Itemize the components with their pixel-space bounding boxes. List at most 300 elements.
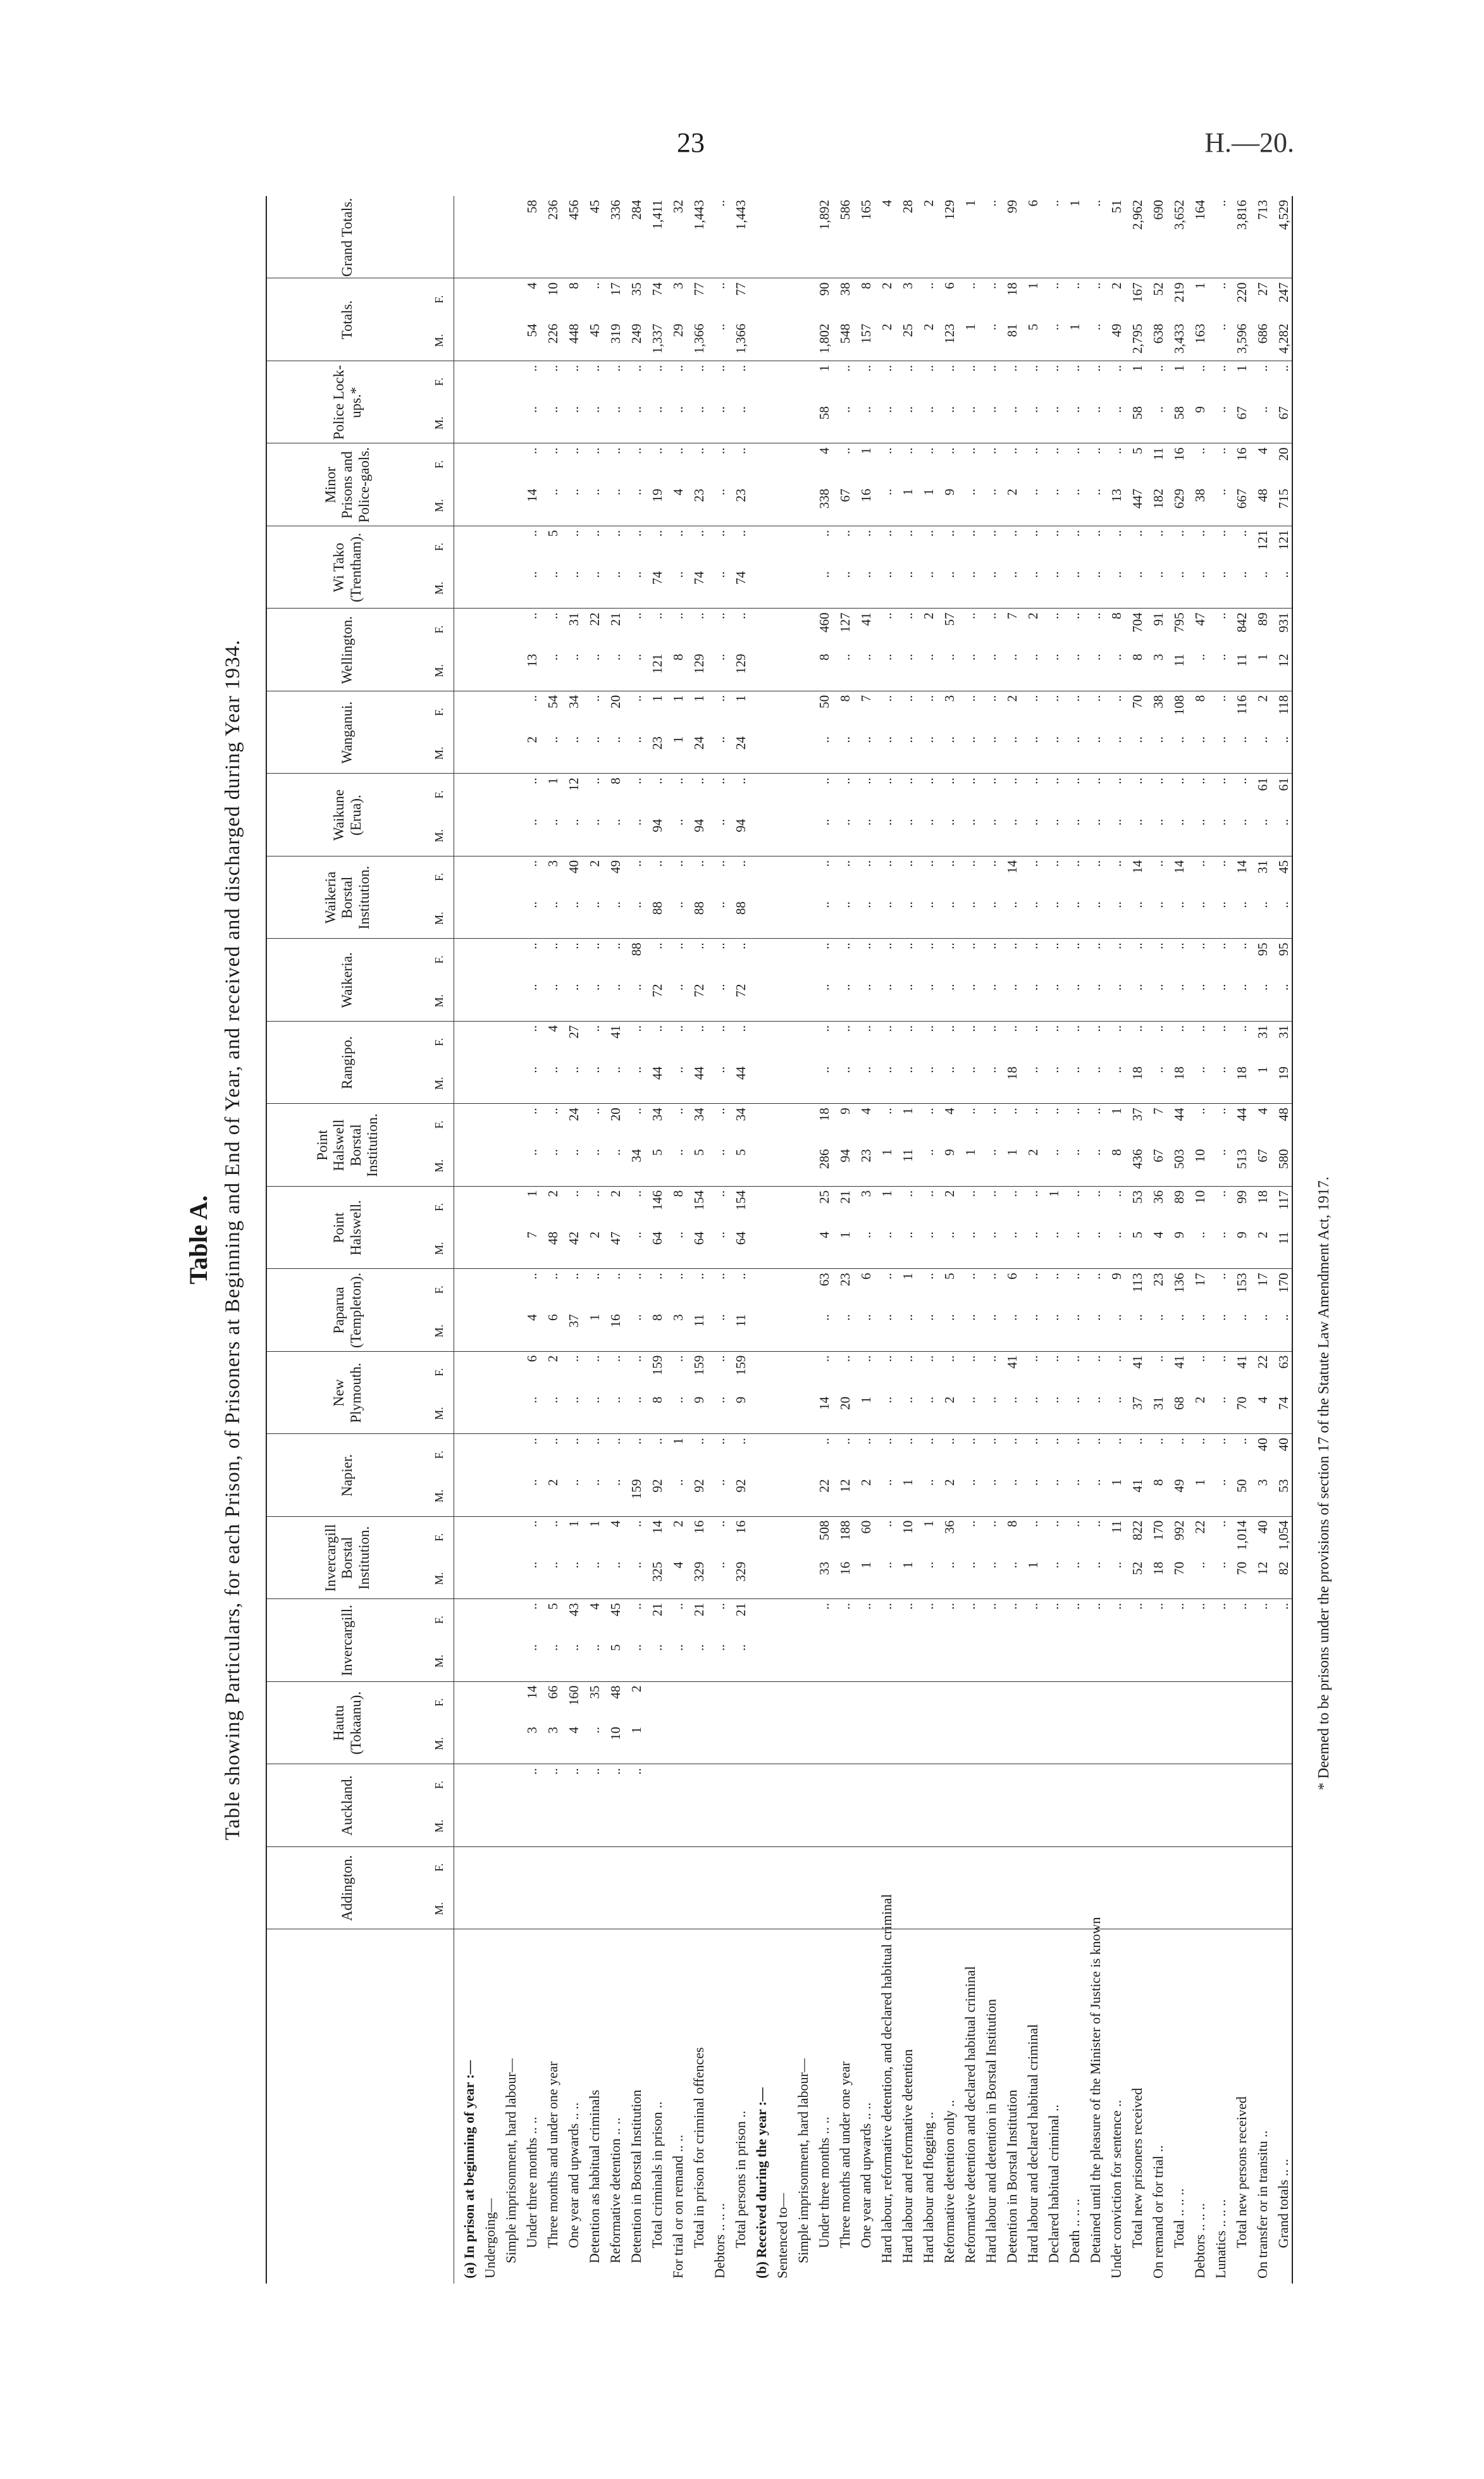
table-cell: 170 bbox=[1276, 1273, 1291, 1293]
table-cell: .. bbox=[838, 447, 853, 454]
table-cell: .. bbox=[921, 1273, 936, 1280]
table-cell: 67 bbox=[1255, 1149, 1270, 1163]
table-cell: .. bbox=[1025, 777, 1041, 784]
table-cell: .. bbox=[1109, 571, 1124, 578]
table-cell: .. bbox=[942, 364, 957, 372]
table-cell: 1 bbox=[1109, 1479, 1124, 1486]
table-cell: .. bbox=[963, 1561, 978, 1569]
table-cell: 44 bbox=[1172, 1108, 1187, 1122]
table-cell: .. bbox=[629, 1025, 644, 1032]
table-cell: .. bbox=[942, 1314, 957, 1321]
table-cell: 18 bbox=[1234, 1066, 1249, 1080]
table-cell: .. bbox=[921, 943, 936, 949]
table-cell: .. bbox=[921, 695, 936, 702]
table-cell: .. bbox=[963, 1066, 978, 1073]
table-cell: .. bbox=[1130, 819, 1145, 826]
table-cell: .. bbox=[963, 1190, 978, 1197]
table-cell: .. bbox=[984, 323, 999, 331]
table-cell: .. bbox=[1025, 1603, 1041, 1610]
table-cell: 11 bbox=[733, 1314, 748, 1327]
table-cell: 8 bbox=[1109, 612, 1124, 619]
table-cell: 117 bbox=[1276, 1190, 1291, 1210]
table-cell: .. bbox=[1192, 819, 1208, 826]
table-cell: 460 bbox=[817, 612, 832, 633]
table-cell: .. bbox=[566, 1066, 581, 1073]
table-cell: .. bbox=[984, 860, 999, 867]
table-cell: .. bbox=[858, 653, 874, 661]
table-cell: .. bbox=[1046, 1520, 1061, 1528]
female-label: F. bbox=[433, 872, 445, 881]
table-cell: .. bbox=[1109, 1314, 1124, 1321]
table-cell: .. bbox=[1192, 1231, 1208, 1239]
table-cell: 146 bbox=[650, 1190, 665, 1211]
table-cell: .. bbox=[712, 323, 727, 331]
table-cell: .. bbox=[1025, 1438, 1041, 1445]
table-cell: .. bbox=[838, 1314, 853, 1321]
table-cell: 4 bbox=[671, 488, 686, 496]
table-cell: 1,366 bbox=[733, 323, 748, 354]
table-cell: 61 bbox=[1255, 777, 1270, 791]
table-cell: .. bbox=[1067, 612, 1082, 619]
table-cell: 41 bbox=[858, 612, 874, 626]
table-cell: .. bbox=[963, 1396, 978, 1404]
row-label: Three months and under one year bbox=[545, 2061, 560, 2248]
table-cell: .. bbox=[921, 736, 936, 743]
table-cell: .. bbox=[566, 736, 581, 743]
table-cell: 18 bbox=[1130, 1066, 1145, 1080]
table-cell: 12 bbox=[1255, 1561, 1270, 1575]
table-cell: .. bbox=[524, 1603, 540, 1610]
table-cell: .. bbox=[1109, 984, 1124, 991]
table-cell: 14 bbox=[817, 1396, 832, 1410]
table-cell: .. bbox=[984, 1025, 999, 1032]
table-cell: .. bbox=[900, 819, 915, 826]
table-cell: 136 bbox=[1172, 1273, 1187, 1293]
column-header: New Plymouth. bbox=[331, 1363, 364, 1423]
male-label: M. bbox=[433, 994, 445, 1008]
table-cell: 33 bbox=[817, 1561, 832, 1575]
table-cell: .. bbox=[838, 529, 853, 537]
table-cell: .. bbox=[1025, 901, 1041, 908]
table-cell: 167 bbox=[1130, 282, 1145, 302]
table-cell: .. bbox=[1067, 1149, 1082, 1156]
row-label: Total criminals in prison .. bbox=[649, 2101, 665, 2248]
row-label: Sentenced to— bbox=[774, 2192, 790, 2278]
table-cell: .. bbox=[712, 1438, 727, 1445]
table-cell: 704 bbox=[1130, 612, 1145, 633]
table-cell: .. bbox=[524, 447, 540, 454]
column-header: Paparua (Templeton). bbox=[331, 1272, 364, 1348]
table-cell: .. bbox=[984, 777, 999, 784]
table-cell: 7 bbox=[1151, 1108, 1166, 1115]
table-cell: .. bbox=[942, 1603, 957, 1610]
table-cell: .. bbox=[629, 1396, 644, 1404]
table-cell: 44 bbox=[650, 1066, 665, 1080]
table-cell: .. bbox=[817, 901, 832, 908]
table-cell: .. bbox=[691, 777, 707, 784]
table-cell: .. bbox=[1213, 1520, 1228, 1528]
table-cell: .. bbox=[858, 1231, 874, 1239]
table-cell: .. bbox=[817, 777, 832, 784]
table-cell: 6 bbox=[858, 1273, 874, 1280]
table-cell: 88 bbox=[629, 943, 644, 956]
table-cell: .. bbox=[879, 777, 894, 784]
row-label: On remand or for trial .. bbox=[1150, 2145, 1166, 2278]
table-cell: .. bbox=[671, 364, 686, 372]
table-cell: .. bbox=[712, 736, 727, 743]
table-cell: .. bbox=[587, 736, 602, 743]
table-cell: .. bbox=[1151, 1355, 1166, 1363]
female-label: F. bbox=[433, 707, 445, 717]
table-cell: 77 bbox=[691, 282, 707, 296]
table-cell: .. bbox=[942, 447, 957, 454]
table-cell: .. bbox=[921, 777, 936, 784]
table-cell: 129 bbox=[942, 200, 957, 220]
row-label: Under three months .. .. bbox=[816, 2117, 832, 2248]
footnote: * Deemed to be prisons under the provisions of section 17 of the Statute Law Amendment Act, 1917. bbox=[1316, 1177, 1332, 1790]
table-cell: 2 bbox=[1255, 695, 1270, 702]
row-label: Hard labour, reformative detention, and declared habitual criminal bbox=[879, 1894, 894, 2263]
table-cell: .. bbox=[879, 1438, 894, 1445]
table-cell: 123 bbox=[942, 323, 957, 344]
table-cell: .. bbox=[587, 364, 602, 372]
table-cell: .. bbox=[1005, 943, 1020, 949]
table-cell: .. bbox=[1151, 1603, 1166, 1610]
table-cell: .. bbox=[963, 1273, 978, 1280]
table-cell: 2 bbox=[671, 1520, 686, 1528]
table-cell: .. bbox=[858, 1355, 874, 1363]
male-label: M. bbox=[433, 581, 445, 595]
table-cell: 1 bbox=[817, 364, 832, 372]
table-cell: 325 bbox=[650, 1561, 665, 1582]
table-cell: .. bbox=[712, 1273, 727, 1280]
table-cell: 4 bbox=[566, 1726, 581, 1734]
table-cell: 164 bbox=[1192, 200, 1208, 220]
table-cell: .. bbox=[587, 1273, 602, 1280]
table-cell: .. bbox=[671, 1066, 686, 1073]
table-cell: 88 bbox=[733, 901, 748, 915]
table-cell: .. bbox=[1109, 529, 1124, 537]
table-cell: .. bbox=[1067, 695, 1082, 702]
table-cell: .. bbox=[566, 943, 581, 949]
table-cell: .. bbox=[608, 1438, 623, 1445]
table-cell: .. bbox=[1005, 1438, 1020, 1445]
table-cell: .. bbox=[712, 1025, 727, 1032]
table-cell: .. bbox=[984, 819, 999, 826]
table-cell: .. bbox=[1213, 1273, 1228, 1280]
table-cell: .. bbox=[963, 364, 978, 372]
table-cell: 1 bbox=[858, 1561, 874, 1569]
table-cell: .. bbox=[587, 571, 602, 578]
table-cell: .. bbox=[524, 364, 540, 372]
table-cell: 91 bbox=[1151, 612, 1166, 626]
table-cell: 1 bbox=[671, 695, 686, 702]
column-header: Wellington. bbox=[339, 615, 356, 684]
male-label: M. bbox=[433, 1324, 445, 1338]
table-cell: .. bbox=[1088, 1231, 1103, 1239]
table-cell: .. bbox=[921, 406, 936, 413]
table-cell: .. bbox=[650, 943, 665, 949]
table-cell: 41 bbox=[1172, 1355, 1187, 1369]
table-cell: .. bbox=[879, 1025, 894, 1032]
table-cell: 586 bbox=[838, 200, 853, 220]
table-cell: .. bbox=[1067, 282, 1082, 289]
table-cell: 16 bbox=[1234, 447, 1249, 461]
row-label: Hard labour and declared habitual criminal bbox=[1025, 2024, 1041, 2263]
male-label: M. bbox=[433, 912, 445, 925]
table-cell: 64 bbox=[691, 1231, 707, 1245]
table-cell: .. bbox=[608, 901, 623, 908]
table-cell: 2 bbox=[1005, 695, 1020, 702]
table-cell: 36 bbox=[1151, 1190, 1166, 1204]
male-label: M. bbox=[433, 1077, 445, 1090]
table-cell: 121 bbox=[1255, 529, 1270, 550]
table-cell: 9 bbox=[942, 488, 957, 496]
table-cell: .. bbox=[879, 1231, 894, 1239]
table-cell: .. bbox=[984, 1355, 999, 1363]
table-cell: 1 bbox=[733, 695, 748, 702]
table-cell: .. bbox=[921, 901, 936, 908]
table-cell: .. bbox=[1067, 447, 1082, 454]
table-cell: 11 bbox=[1151, 447, 1166, 461]
table-cell: 6 bbox=[942, 282, 957, 289]
table-cell: .. bbox=[671, 1355, 686, 1363]
table-cell: .. bbox=[566, 653, 581, 661]
table-cell: .. bbox=[1276, 1314, 1291, 1321]
table-cell: .. bbox=[1109, 1190, 1124, 1197]
table-cell: .. bbox=[1025, 1355, 1041, 1363]
table-cell: .. bbox=[1213, 984, 1228, 991]
table-cell: .. bbox=[587, 1190, 602, 1197]
female-label: F. bbox=[433, 1120, 445, 1129]
table-cell: 61 bbox=[1276, 777, 1291, 791]
table-cell: 1 bbox=[963, 1149, 978, 1156]
table-cell: .. bbox=[1151, 984, 1166, 991]
table-cell: 12 bbox=[566, 777, 581, 791]
table-cell: 45 bbox=[587, 200, 602, 214]
table-cell: .. bbox=[629, 736, 644, 743]
table-cell: 842 bbox=[1234, 612, 1249, 633]
table-cell: 37 bbox=[1130, 1108, 1145, 1122]
table-cell: .. bbox=[545, 1273, 560, 1280]
table-cell: .. bbox=[1067, 406, 1082, 413]
table-cell: 4 bbox=[608, 1520, 623, 1528]
table-cell: .. bbox=[1025, 736, 1041, 743]
table-cell: .. bbox=[1005, 736, 1020, 743]
table-cell: .. bbox=[1234, 1603, 1249, 1610]
table-cell: .. bbox=[712, 612, 727, 619]
table-cell: 2 bbox=[545, 1355, 560, 1363]
table-cell: .. bbox=[838, 406, 853, 413]
table-cell: 1 bbox=[900, 1479, 915, 1486]
table-title: Table A. bbox=[184, 1195, 213, 1285]
table-cell: 2 bbox=[879, 282, 894, 289]
table-cell: .. bbox=[1151, 860, 1166, 867]
table-cell: .. bbox=[1067, 1561, 1082, 1569]
table-cell: .. bbox=[1130, 984, 1145, 991]
table-cell: .. bbox=[942, 571, 957, 578]
table-cell: .. bbox=[629, 1603, 644, 1610]
table-cell: 5 bbox=[733, 1149, 748, 1156]
table-cell: .. bbox=[942, 860, 957, 867]
table-cell: .. bbox=[524, 984, 540, 991]
table-cell: 23 bbox=[858, 1149, 874, 1163]
table-cell: 92 bbox=[650, 1479, 665, 1493]
table-cell: .. bbox=[1130, 901, 1145, 908]
table-cell: .. bbox=[1234, 1025, 1249, 1032]
table-cell: 13 bbox=[1109, 488, 1124, 502]
table-cell: 236 bbox=[545, 200, 560, 220]
table-cell: .. bbox=[524, 1768, 540, 1775]
table-cell: .. bbox=[566, 529, 581, 537]
table-cell: .. bbox=[671, 943, 686, 949]
table-cell: 548 bbox=[838, 323, 853, 344]
table-cell: .. bbox=[879, 860, 894, 867]
table-cell: .. bbox=[712, 1479, 727, 1486]
table-cell: .. bbox=[858, 860, 874, 867]
table-cell: 43 bbox=[566, 1603, 581, 1617]
table-cell: 22 bbox=[1192, 1520, 1208, 1534]
table-cell: 67 bbox=[838, 488, 853, 502]
table-cell: .. bbox=[942, 653, 957, 661]
table-cell: .. bbox=[733, 777, 748, 784]
table-cell: 118 bbox=[1276, 695, 1291, 715]
table-cell: 170 bbox=[1151, 1520, 1166, 1541]
table-cell: .. bbox=[879, 819, 894, 826]
table-cell: .. bbox=[545, 1066, 560, 1073]
table-cell: .. bbox=[1067, 1603, 1082, 1610]
table-cell: .. bbox=[858, 819, 874, 826]
table-cell: .. bbox=[1005, 901, 1020, 908]
table-cell: 8 bbox=[1130, 653, 1145, 661]
table-cell: .. bbox=[984, 695, 999, 702]
table-cell: .. bbox=[629, 571, 644, 578]
table-cell: .. bbox=[1046, 1561, 1061, 1569]
table-cell: .. bbox=[566, 819, 581, 826]
table-cell: .. bbox=[817, 943, 832, 949]
table-cell: .. bbox=[1067, 1355, 1082, 1363]
table-cell: .. bbox=[587, 901, 602, 908]
table-cell: 1 bbox=[1192, 282, 1208, 289]
table-cell: .. bbox=[858, 571, 874, 578]
table-cell: 1 bbox=[900, 1108, 915, 1115]
table-cell: .. bbox=[629, 1231, 644, 1239]
table-cell: .. bbox=[1088, 488, 1103, 496]
table-cell: .. bbox=[1151, 901, 1166, 908]
table-cell: 3 bbox=[1255, 1479, 1270, 1486]
table-cell: .. bbox=[587, 406, 602, 413]
table-cell: .. bbox=[984, 364, 999, 372]
table-cell: 47 bbox=[1192, 612, 1208, 626]
table-cell: .. bbox=[1213, 777, 1228, 784]
table-cell: 94 bbox=[650, 819, 665, 832]
table-cell: 72 bbox=[733, 984, 748, 998]
table-cell: .. bbox=[1088, 736, 1103, 743]
table-cell: .. bbox=[524, 612, 540, 619]
table-cell: .. bbox=[1005, 1108, 1020, 1115]
table-cell: .. bbox=[1151, 736, 1166, 743]
table-cell: .. bbox=[921, 1025, 936, 1032]
table-cell: .. bbox=[1276, 364, 1291, 372]
table-cell: .. bbox=[1088, 901, 1103, 908]
table-cell: 1 bbox=[545, 777, 560, 784]
row-label: Reformative detention .. .. bbox=[607, 2117, 623, 2263]
table-cell: .. bbox=[1046, 901, 1061, 908]
table-cell: .. bbox=[942, 819, 957, 826]
table-cell: .. bbox=[524, 1644, 540, 1651]
table-cell: .. bbox=[817, 1355, 832, 1363]
table-cell: .. bbox=[1192, 943, 1208, 949]
table-cell: .. bbox=[817, 1603, 832, 1610]
table-cell: .. bbox=[1234, 1438, 1249, 1445]
table-cell: 19 bbox=[650, 488, 665, 502]
table-cell: 72 bbox=[650, 984, 665, 998]
table-cell: .. bbox=[629, 406, 644, 413]
table-cell: 165 bbox=[858, 200, 874, 220]
table-cell: .. bbox=[963, 1314, 978, 1321]
table-cell: .. bbox=[838, 1438, 853, 1445]
row-label: Declared habitual criminal .. bbox=[1046, 2104, 1061, 2263]
table-cell: 74 bbox=[650, 571, 665, 585]
table-cell: .. bbox=[1067, 571, 1082, 578]
table-cell: 8 bbox=[650, 1396, 665, 1404]
table-cell: .. bbox=[1088, 200, 1103, 207]
table-cell: 17 bbox=[1192, 1273, 1208, 1287]
table-cell: 9 bbox=[1172, 1231, 1187, 1239]
table-cell: 44 bbox=[691, 1066, 707, 1080]
table-cell: 16 bbox=[733, 1520, 748, 1534]
row-label: Debtors .. .. .. bbox=[1192, 2203, 1208, 2278]
table-cell: .. bbox=[629, 1520, 644, 1528]
table-cell: .. bbox=[712, 1355, 727, 1363]
table-cell: 116 bbox=[1234, 695, 1249, 715]
female-label: F. bbox=[433, 1616, 445, 1624]
table-cell: .. bbox=[1067, 1273, 1082, 1280]
column-header: Invercargill. bbox=[339, 1605, 356, 1676]
table-cell: .. bbox=[650, 364, 665, 372]
table-cell: .. bbox=[984, 653, 999, 661]
data-table bbox=[266, 196, 1293, 2284]
table-cell: .. bbox=[1046, 1149, 1061, 1156]
table-cell: 284 bbox=[629, 200, 644, 220]
table-cell: 153 bbox=[1234, 1273, 1249, 1293]
table-cell: .. bbox=[1255, 1314, 1270, 1321]
table-cell: .. bbox=[1005, 1561, 1020, 1569]
table-cell: 25 bbox=[817, 1190, 832, 1204]
table-cell: 41 bbox=[1130, 1479, 1145, 1493]
table-cell: .. bbox=[587, 1066, 602, 1073]
table-cell: .. bbox=[1130, 736, 1145, 743]
table-cell: .. bbox=[566, 447, 581, 454]
rotated-table bbox=[183, 196, 1373, 2284]
table-cell: .. bbox=[671, 1396, 686, 1404]
table-cell: 50 bbox=[817, 695, 832, 708]
table-cell: 329 bbox=[733, 1561, 748, 1582]
table-cell: 35 bbox=[587, 1685, 602, 1699]
table-cell: .. bbox=[545, 819, 560, 826]
table-cell: .. bbox=[1046, 1396, 1061, 1404]
female-label: F. bbox=[433, 1368, 445, 1376]
table-cell: .. bbox=[963, 447, 978, 454]
table-cell: .. bbox=[1067, 1314, 1082, 1321]
table-cell: .. bbox=[1109, 447, 1124, 454]
table-cell: .. bbox=[1109, 1561, 1124, 1569]
male-label: M. bbox=[433, 1489, 445, 1503]
table-cell: .. bbox=[1088, 819, 1103, 826]
table-cell: .. bbox=[963, 529, 978, 537]
table-cell: .. bbox=[1046, 943, 1061, 949]
table-cell: .. bbox=[984, 1149, 999, 1156]
